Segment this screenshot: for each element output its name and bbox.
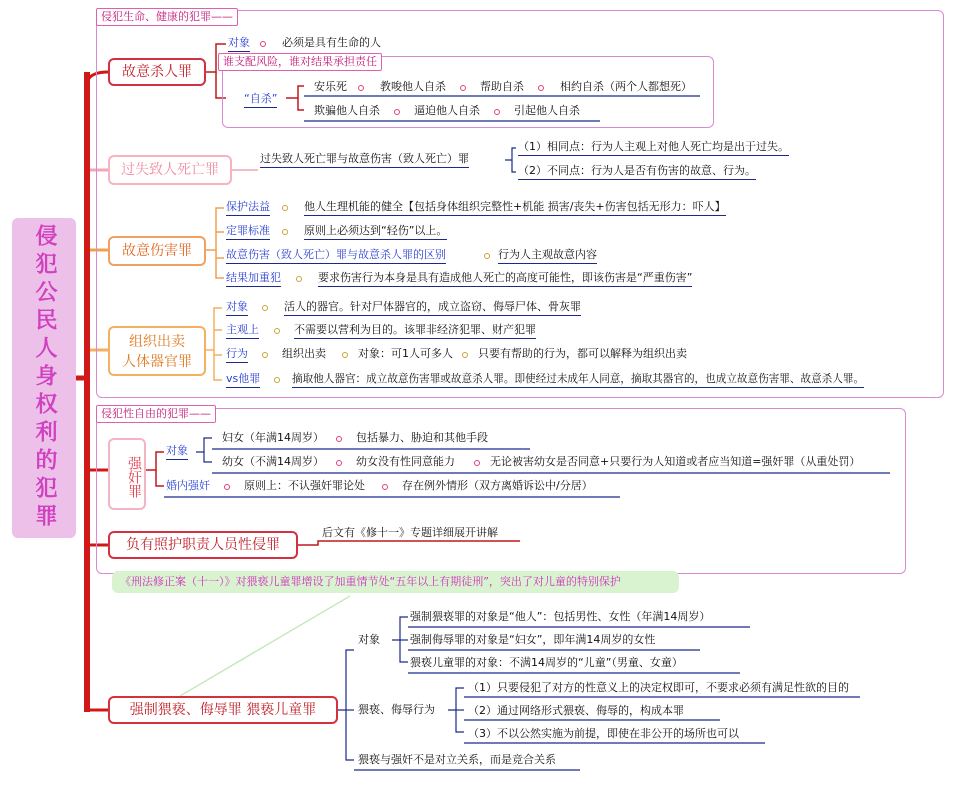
dot-icon	[460, 85, 466, 91]
organ-item-label: 行为	[226, 347, 248, 363]
suicide-item: 欺骗他人自杀	[314, 104, 380, 117]
caretaker-note: 后文有《修十一》专题详细展开讲解	[322, 526, 498, 539]
topic-organ-trafficking[interactable]	[108, 326, 206, 376]
suicide-item: 帮助自杀	[480, 80, 524, 93]
dot-icon	[224, 484, 230, 490]
marital-rape-b: 存在例外情形（双方离婚诉讼中/分居）	[402, 479, 593, 492]
organ-label-line2: 人体器官罪	[122, 354, 192, 370]
indecency-object-label: 对象	[358, 633, 380, 646]
organ-item-label: vs他罪	[226, 372, 260, 388]
murder-object-text: 必须是具有生命的人	[282, 36, 381, 49]
section-title-life-health[interactable]: 侵犯生命、健康的犯罪——	[96, 8, 238, 26]
rape-row2-a: 幼女（不满14周岁）	[222, 455, 324, 468]
suicide-item: 逼迫他人自杀	[414, 104, 480, 117]
root-topic[interactable]: 侵犯公民人身权利的犯罪	[12, 218, 76, 538]
marital-rape-label: 婚内强奸	[166, 479, 210, 492]
murder-object-label: 对象	[228, 36, 250, 52]
dot-icon	[262, 352, 268, 358]
indecency-relation: 猥亵与强奸不是对立关系，而是竞合关系	[358, 753, 556, 766]
negligent-diff: （2）不同点：行为人是否有伤害的故意、行为。	[518, 164, 756, 180]
suicide-item: 相约自杀（两个人都想死）	[560, 80, 692, 93]
injury-item-label: 保护法益	[226, 200, 270, 216]
indecency-act-item: （3）不以公然实施为前提，即使在非公开的场所也可以	[468, 727, 739, 740]
suicide-item: 引起他人自杀	[514, 104, 580, 117]
organ-label-line1: 组织出卖	[129, 334, 185, 350]
injury-item-label: 定罪标准	[226, 224, 270, 240]
dot-icon	[462, 352, 468, 358]
organ-item-text: 对象：可1人可多人	[358, 347, 453, 360]
dot-icon	[394, 109, 400, 115]
dot-icon	[260, 41, 266, 47]
organ-item-text: 只要有帮助的行为，都可以解释为组织出卖	[478, 347, 687, 360]
organ-item-text: 摘取他人器官：成立故意伤害罪或故意杀人罪。即使经过未成年人同意，摘取其器官的，也成立故意伤害罪、故意杀人罪。	[292, 372, 864, 388]
indecency-object-item: 强制侮辱罪的对象是“妇女”，即年满14周岁的女性	[410, 633, 656, 646]
dot-icon	[474, 460, 480, 466]
organ-item-label: 对象	[226, 300, 248, 316]
amendment-note-banner[interactable]: 《刑法修正案（十一）》对猥亵儿童罪增设了加重情节处“五年以上有期徒刑”，突出了对儿童的特别保护	[112, 571, 679, 593]
dot-icon	[494, 109, 500, 115]
murder-principle[interactable]: 谁支配风险，谁对结果承担责任	[218, 53, 382, 71]
injury-item-text: 行为人主观故意内容	[498, 248, 597, 264]
suicide-item: 安乐死	[314, 80, 347, 93]
dot-icon	[282, 229, 288, 235]
indecency-act-item: （1）只要侵犯了对方的性意义上的决定权即可，不要求必须有满足性欲的目的	[468, 681, 849, 694]
rape-row1-a: 妇女（年满14周岁）	[222, 431, 324, 444]
indecency-object-item: 猥亵儿童罪的对象：不满14周岁的“儿童”（男童、女童）	[410, 656, 683, 669]
organ-item-text: 组织出卖	[282, 347, 326, 360]
dot-icon	[262, 305, 268, 311]
indecency-act-item: （2）通过网络形式猥亵、侮辱的，构成本罪	[468, 704, 684, 717]
section-title-sexual-freedom[interactable]: 侵犯性自由的犯罪——	[96, 405, 216, 423]
dot-icon	[382, 484, 388, 490]
rape-row2-b: 幼女没有性同意能力	[356, 455, 455, 468]
dot-icon	[342, 352, 348, 358]
topic-murder[interactable]: 故意杀人罪	[108, 58, 206, 86]
injury-item-text: 他人生理机能的健全【包括身体组织完整性+机能 损害/丧失+伤害包括无形力：吓人】	[304, 200, 726, 216]
indecency-act-label: 猥亵、侮辱行为	[358, 703, 435, 716]
marital-rape-a: 原则上：不认强奸罪论处	[244, 479, 365, 492]
suicide-label: “自杀”	[244, 92, 277, 108]
injury-item-text: 原则上必须达到“轻伤”以上。	[304, 224, 447, 240]
organ-item-text: 活人的器官。针对尸体器官的，成立盗窃、侮辱尸体、骨灰罪	[284, 300, 581, 316]
main-spine	[84, 72, 90, 712]
rape-label: 强奸罪	[126, 456, 142, 498]
rape-object-label: 对象	[166, 444, 188, 460]
organ-item-text: 不需要以营利为目的。该罪非经济犯罪、财产犯罪	[294, 323, 536, 339]
topic-rape[interactable]	[108, 438, 146, 510]
dot-icon	[336, 436, 342, 442]
negligent-same: （1）相同点：行为人主观上对他人死亡均是出于过失。	[518, 140, 789, 156]
dot-icon	[282, 205, 288, 211]
organ-item-label: 主观上	[226, 323, 259, 339]
topic-caretaker-sexual-assault[interactable]: 负有照护职责人员性侵罪	[108, 531, 298, 559]
dot-icon	[274, 328, 280, 334]
rape-row2-c: 无论被害幼女是否同意+只要行为人知道或者应当知道=强奸罪（从重处罚）	[490, 455, 861, 468]
injury-item-label: 结果加重犯	[226, 271, 281, 287]
dot-icon	[358, 85, 364, 91]
dot-icon	[336, 460, 342, 466]
dot-icon	[538, 85, 544, 91]
topic-negligent-homicide[interactable]: 过失致人死亡罪	[108, 155, 232, 185]
injury-item-label: 故意伤害（致人死亡）罪与故意杀人罪的区别	[226, 248, 446, 264]
suicide-item: 教唆他人自杀	[380, 80, 446, 93]
topic-intentional-injury[interactable]: 故意伤害罪	[108, 236, 206, 266]
negligent-compare: 过失致人死亡罪与故意伤害（致人死亡）罪	[260, 152, 469, 168]
topic-indecency[interactable]: 强制猥亵、侮辱罪 猥亵儿童罪	[108, 696, 338, 724]
injury-item-text: 要求伤害行为本身是具有造成他人死亡的高度可能性，即该伤害是“严重伤害”	[318, 271, 692, 287]
dot-icon	[484, 253, 490, 259]
rape-row1-b: 包括暴力、胁迫和其他手段	[356, 431, 488, 444]
dot-icon	[274, 377, 280, 383]
dot-icon	[296, 276, 302, 282]
indecency-object-item: 强制猥亵罪的对象是“他人”：包括男性、女性（年满14周岁）	[410, 610, 711, 623]
